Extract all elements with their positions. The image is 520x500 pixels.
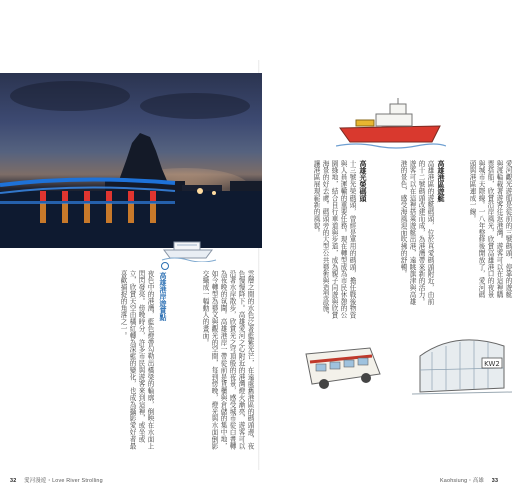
right-page-number: 33: [491, 478, 499, 484]
left-section-heading: [158, 262, 169, 382]
right-footer-title: Kaohsiung・高雄: [440, 478, 485, 484]
section2-heading: 高雄光榮碼頭: [359, 160, 367, 202]
circle-marker-icon: [161, 262, 169, 270]
left-body-text-2: 夜色中的港灣，藍色燈帶勾勒出橋梁的輪廓，倒映在水面上閃閃發亮。傍晚時分，許多市民與遊客來到這裡，或坐或立，欣賞天空由橘紅轉為深藍的變化，也成為攝影愛好者最喜歡捕捉的角落之一。: [119, 270, 154, 450]
warehouse-sketch-icon: [412, 326, 512, 398]
svg-text:KW2: KW2: [484, 360, 500, 368]
section1-text: 高雄港區的遊艇碼頭，位於真愛碼頭附近，由前的十二號碼頭改建而成，為港灣帶來新的活力。遊客可以在這裡搭乘遊艇出港，遠眺旗津與高雄港的景色，感受海風迎面吹拂的舒暢。: [399, 160, 434, 305]
bus-sketch-icon: [300, 344, 386, 394]
left-body-text: 雲層之間的水色泛著藍紫光芒，在遠處舊港區的碼頭邊，夜色慢慢降下。高雄愛河之心附近的港灣燈火漸亮，遊客可以沿著水岸散步，欣賞光之穹頂般的夜景，感受城市從白晝轉為夜晚的氛圍。高雄港岸一帶從前是貨櫃與倉儲的集中地，如今轉型為藝文與觀光的空間，每到傍晚，燈光與水面倒影交織成一幅動人的畫面。: [201, 270, 254, 450]
night-harbor-photo: [0, 73, 262, 248]
left-page-number: 32: [10, 478, 17, 484]
right-intro-text: 愛河觀光遊船是從前的三號碼頭，停靠的遊艇與渡輪載著遊客往返港灣。遊客可以在這裡購票搭船，欣賞沿岸風光，欣賞高雄港口的夜景與城市天際線。一八年整修後開放了，愛河碼頭與港區連成一線。: [468, 160, 512, 298]
left-footer: [10, 476, 103, 484]
harbor-skyline-icon: [0, 73, 262, 248]
left-footer-title: 愛河漫遊・Love River Strolling: [24, 478, 103, 484]
ship-sketch-icon: [336, 98, 446, 150]
right-footer: [440, 476, 498, 484]
left-heading-text: 高雄港岸遊賞點: [159, 272, 167, 321]
section1-heading: 高雄港區遊艇: [437, 160, 445, 202]
boat-sketch-icon: [160, 236, 218, 262]
section2-text: 十三號光榮碼頭，曾經是軍用的碼頭，擔任戰後物資與人員運輸的重要任務。現在轉型成為市民休憩的公園綠地，結合自行車道與步道，成為親子同遊與欣賞海景的好去處。碼頭旁的大型公共藝術與造型設施，讓港區展現嶄新的風貌。: [312, 160, 356, 319]
